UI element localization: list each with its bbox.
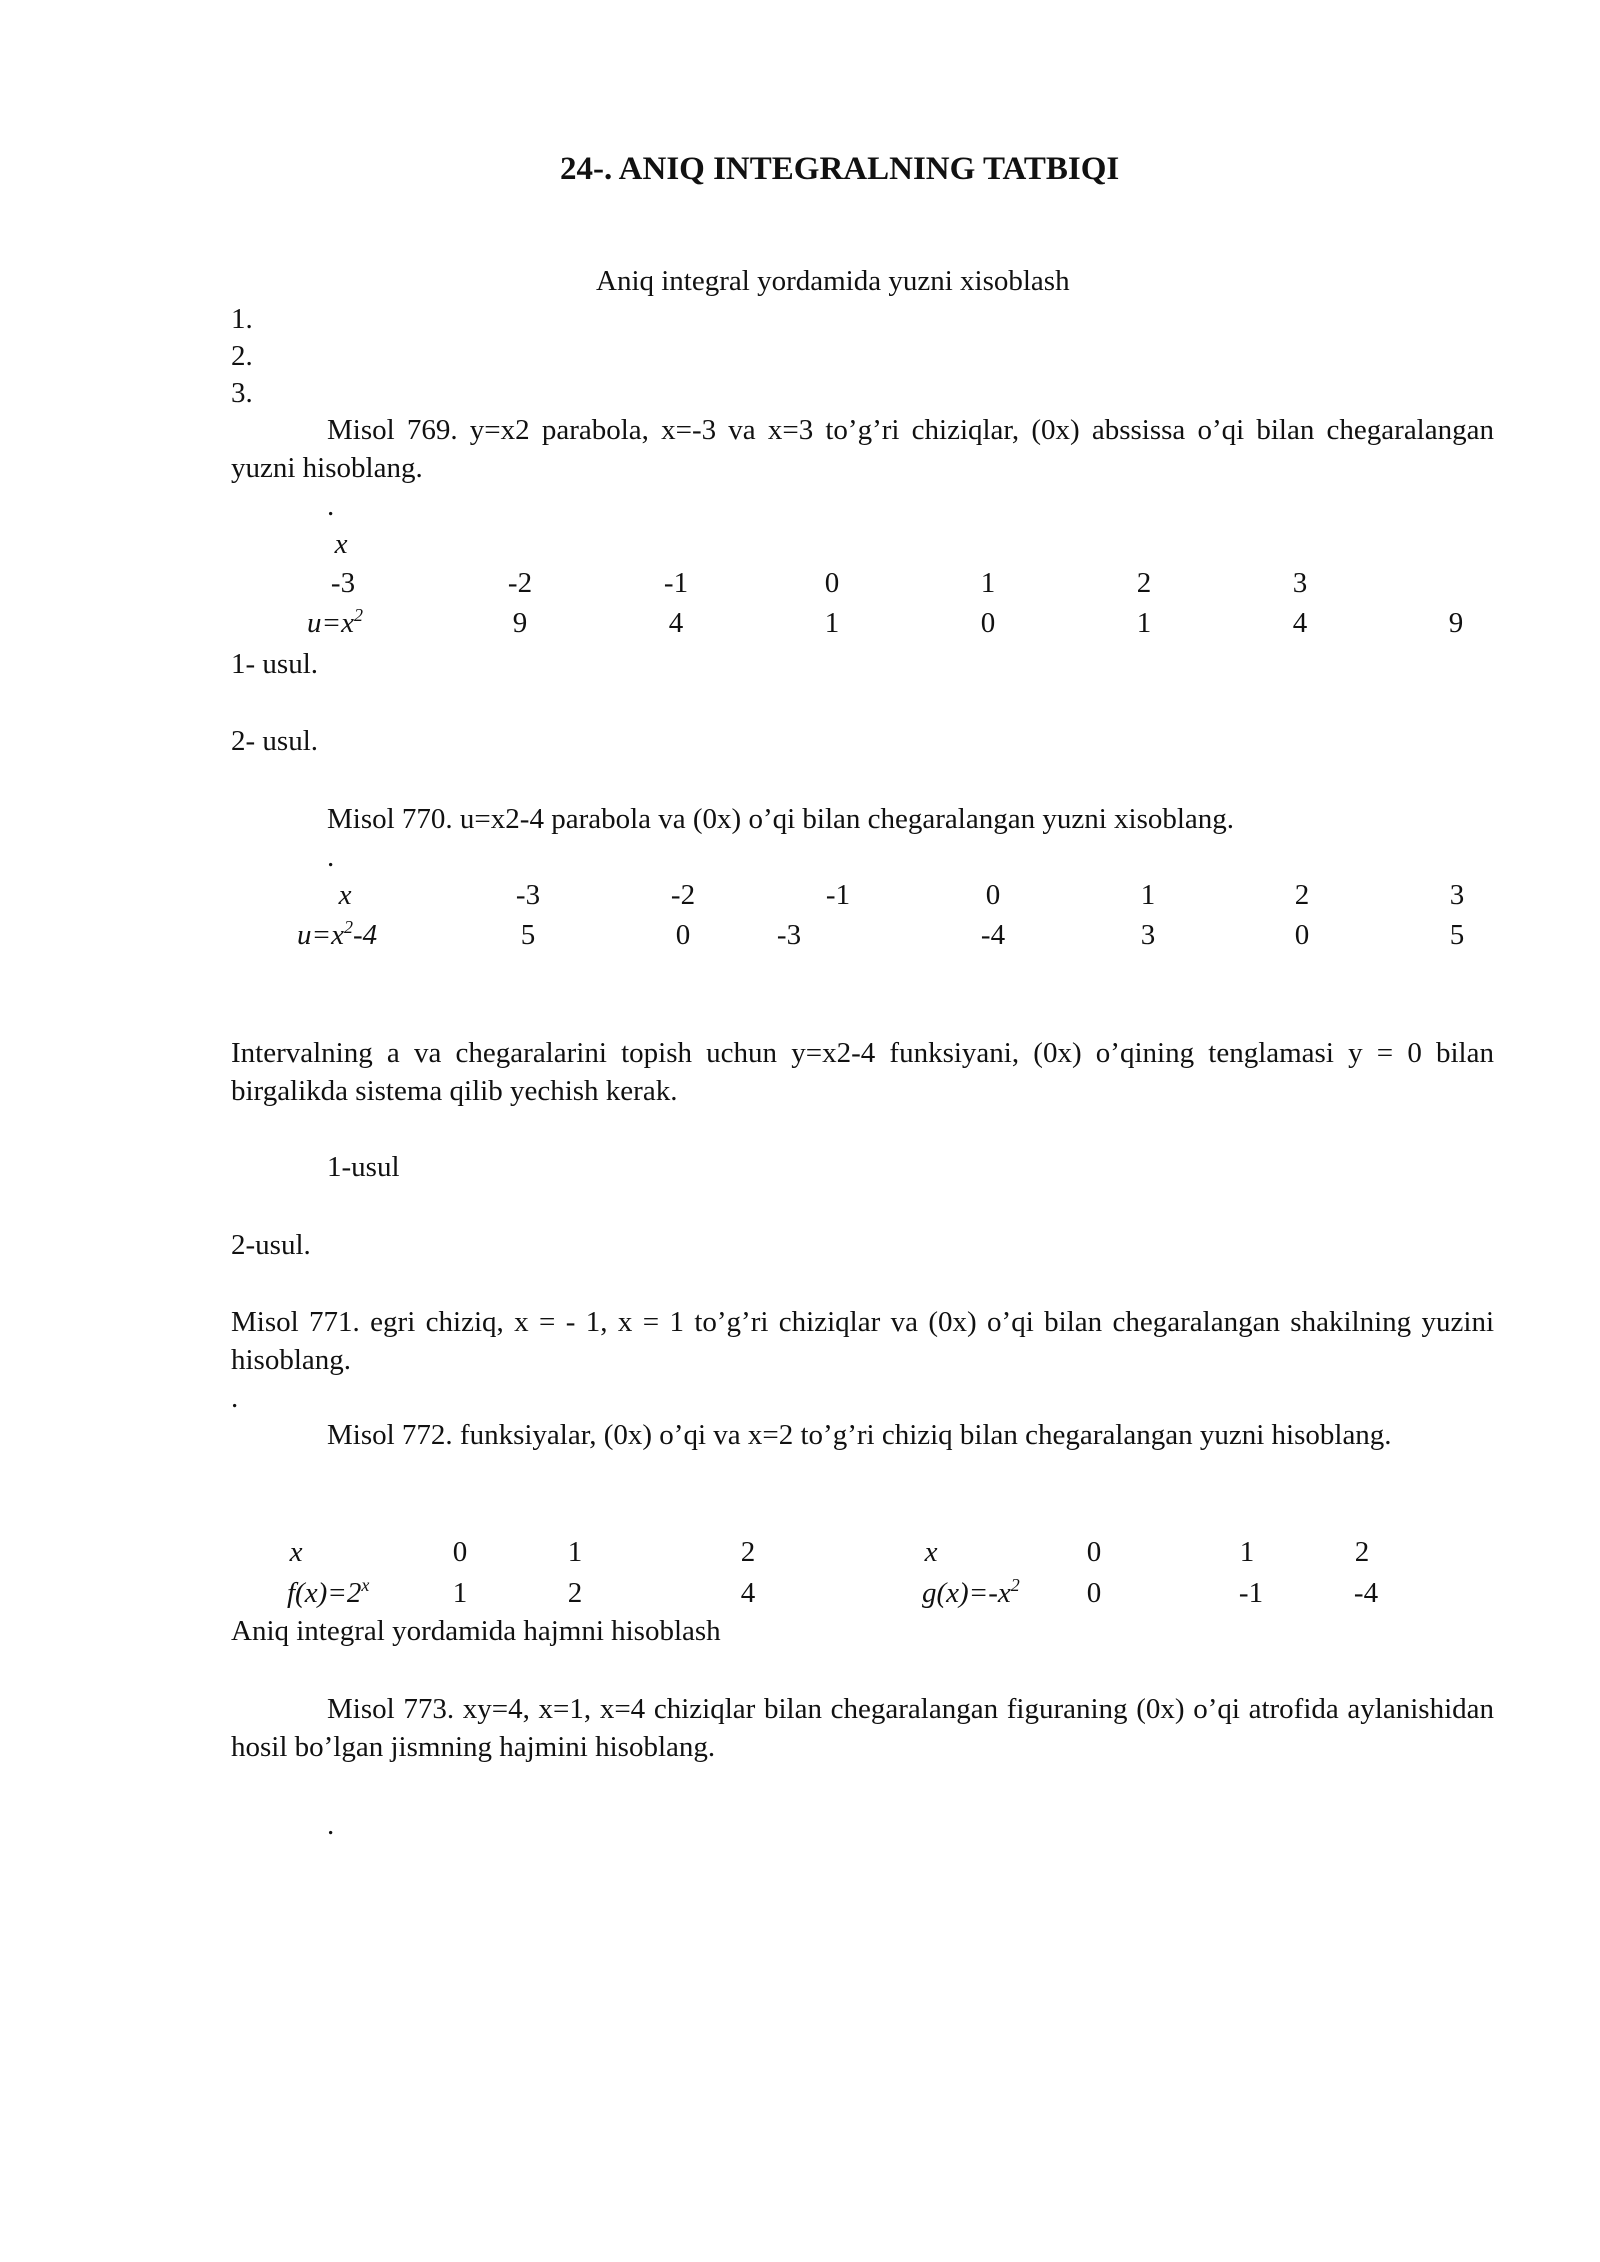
table-cell: -2 <box>670 879 696 911</box>
table-cell: 0 <box>1294 919 1310 951</box>
misol-772-text: Misol 772. funksiyalar, (0x) o’qi va x=2 to’g’ri chiziq bilan chegaralangan yuzni hisoblang. <box>327 1419 1392 1451</box>
list-item: 2. <box>231 340 253 372</box>
table-cell: -4 <box>980 919 1006 951</box>
list-item: 1. <box>231 303 253 335</box>
method-2-label: 2- usul. <box>231 725 318 757</box>
table-cell: 1 <box>980 567 996 599</box>
table-x-label: x <box>334 528 348 560</box>
table-cell: -1 <box>1238 1577 1264 1609</box>
page-title: 24-. ANIQ INTEGRALNING TATBIQI <box>560 151 1120 187</box>
table-cell: 0 <box>824 567 840 599</box>
table-cell: 0 <box>985 879 1001 911</box>
section-heading-volume: Aniq integral yordamida hajmni hisoblash <box>231 1615 721 1647</box>
table-cell: 2 <box>740 1536 756 1568</box>
misol-770-dot: . <box>327 841 335 873</box>
misol-769-text: Misol 769. y=x2 parabola, x=-3 va x=3 to’g’ri chiziqlar, (0x) abssissa o’qi bilan chegaralangan yuzni hisoblang. <box>231 414 1494 484</box>
table-cell: 4 <box>740 1577 756 1609</box>
misol-773-dot: . <box>327 1809 335 1841</box>
table-cell: -3 <box>515 879 541 911</box>
table-cell: 1 <box>1239 1536 1255 1568</box>
table-x-label: x <box>289 1536 303 1568</box>
misol-771-text: Misol 771. egri chiziq, x = - 1, x = 1 to’g’ri chiziqlar va (0x) o’qi bilan chegaralangan shakilning yuzini hisoblang. <box>231 1306 1494 1376</box>
section-heading-area: Aniq integral yordamida yuzni xisoblash <box>596 265 1070 297</box>
table-cell: -3 <box>776 919 802 951</box>
table-cell: 5 <box>1449 919 1465 951</box>
table-cell: 1 <box>1140 879 1156 911</box>
table-cell: -1 <box>825 879 851 911</box>
table-cell: 2 <box>567 1577 583 1609</box>
table-cell: -1 <box>663 567 689 599</box>
table-cell: 4 <box>1292 607 1308 639</box>
table-cell: 2 <box>1354 1536 1370 1568</box>
table-cell: 1 <box>452 1577 468 1609</box>
table-cell: 0 <box>1086 1577 1102 1609</box>
table-y-label: $u=x^2-4$ <box>297 917 378 951</box>
table-cell: 5 <box>520 919 536 951</box>
table-cell: 4 <box>668 607 684 639</box>
table-cell: 3 <box>1140 919 1156 951</box>
table-cell: 3 <box>1292 567 1308 599</box>
misol-770-text: Misol 770. u=x2-4 parabola va (0x) o’qi bilan chegaralangan yuzni xisoblang. <box>327 803 1235 835</box>
list-item: 3. <box>231 377 253 409</box>
table-cell: 2 <box>1294 879 1310 911</box>
table-cell: 9 <box>1448 607 1464 639</box>
table-x-label: x <box>924 1536 938 1568</box>
interval-paragraph: Intervalning a va chegaralarini topish uchun y=x2-4 funksiyani, (0x) o’qining tenglamasi y = 0 bilan birgalikda sistema qilib yechish kerak. <box>231 1037 1494 1107</box>
method-1-label: 1- usul. <box>231 648 318 680</box>
misol-769-dot: . <box>327 490 335 522</box>
table-cell: 2 <box>1136 567 1152 599</box>
table-cell: 1 <box>567 1536 583 1568</box>
table-y-label: $u=x^2$ <box>307 605 363 639</box>
table-cell: -4 <box>1353 1577 1379 1609</box>
table-cell: 0 <box>675 919 691 951</box>
table-cell: 0 <box>452 1536 468 1568</box>
table-y-label: $f(x)=2^x$ <box>287 1575 370 1609</box>
table-cell: 1 <box>824 607 840 639</box>
table-cell: 1 <box>1136 607 1152 639</box>
table-cell: 0 <box>1086 1536 1102 1568</box>
table-cell: -3 <box>330 567 356 599</box>
misol-773-text: Misol 773. xy=4, x=1, x=4 chiziqlar bilan chegaralangan figuraning (0x) o’qi atrofida aylanishidan hosil bo’lgan jismning hajmini hisoblang. <box>231 1693 1494 1763</box>
table-cell: -2 <box>507 567 533 599</box>
method-1-label: 1-usul <box>327 1151 400 1183</box>
table-cell: 3 <box>1449 879 1465 911</box>
table-cell: 0 <box>980 607 996 639</box>
table-cell: 9 <box>512 607 528 639</box>
misol-771-dot: . <box>231 1382 239 1414</box>
method-2-label: 2-usul. <box>231 1229 311 1261</box>
table-y-label: $g(x)=-x^2$ <box>922 1575 1020 1609</box>
table-x-label: x <box>338 879 352 911</box>
